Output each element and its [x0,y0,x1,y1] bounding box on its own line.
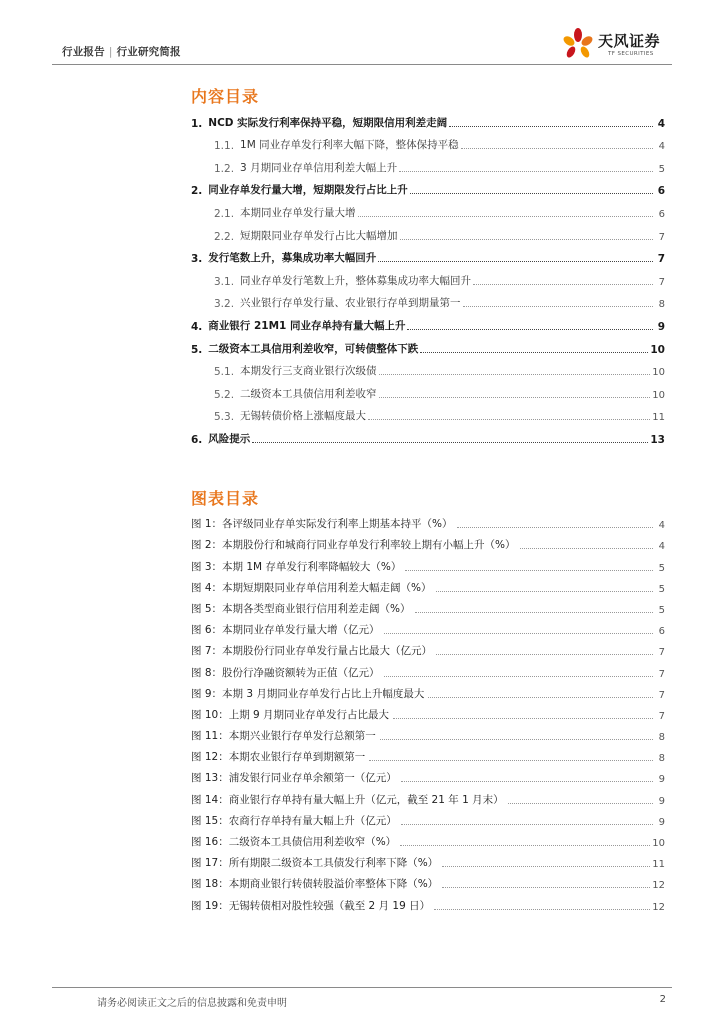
dot-leader [410,193,653,194]
figure-entry-title: 图 16：二级资本工具债信用利差收窄（%） [191,836,397,848]
toc-entry-number: 4. [191,320,203,333]
toc-entry[interactable] [191,356,665,379]
toc-entry-number: 6. [191,433,203,446]
toc-entry-title: 1M 同业存单发行利率大幅下降，整体保持平稳 [240,139,459,152]
dot-leader [442,887,650,888]
toc-entry[interactable] [191,107,665,130]
figure-entry-title: 图 6：本期同业存单发行量大增（亿元） [191,624,380,637]
dot-leader [400,239,653,240]
toc-entry-page: 9 [657,320,665,333]
toc-title: 内容目录 [191,87,260,106]
dot-leader [473,284,653,285]
toc-entry-number: 5.2. [214,388,235,401]
figure-entry-page: 5 [658,583,665,595]
toc-entry-page: 10 [650,343,665,356]
figure-entry-page: 9 [658,795,665,807]
figure-entry[interactable] [191,764,665,785]
toc-entry[interactable] [191,378,665,401]
toc-entry[interactable] [191,401,665,424]
figure-entry-title: 图 7：本期股份行同业存单发行量占比最大（亿元） [191,645,433,658]
toc-entry-number: 2. [191,185,203,198]
figure-entry-title: 图 15：农商行存单持有量大幅上升（亿元） [191,814,397,827]
toc-entry-title: 无锡转债价格上涨幅度最大 [240,410,367,423]
figure-entry-page: 7 [658,710,665,722]
figure-entry[interactable] [191,616,665,637]
figure-entry-title: 图 17：所有期限二级资本工具债发行利率下降（%） [191,857,439,870]
figure-entry[interactable] [191,743,665,764]
table-of-contents [191,107,665,446]
figure-entry-page: 12 [652,901,665,913]
dot-leader [368,419,650,420]
figure-entry-page: 8 [658,753,665,765]
toc-entry-page: 7 [658,231,665,243]
figure-entry[interactable] [191,849,665,870]
dot-leader [358,216,653,217]
toc-entry-number: 1. [191,117,203,130]
dot-leader [420,352,648,353]
figure-entry[interactable] [191,701,665,722]
list-of-figures [191,510,665,913]
figure-entry-page: 9 [658,774,665,786]
figure-entry-page: 5 [658,604,665,616]
figure-entry-page: 8 [658,732,665,744]
figure-entry-title: 图 8：股份行净融资额转为正值（亿元） [191,666,380,679]
dot-leader [457,527,654,528]
figure-entry[interactable] [191,828,665,849]
figure-entry[interactable] [191,595,665,616]
toc-entry-page: 7 [657,253,665,266]
toc-entry[interactable] [191,152,665,175]
dot-leader [379,374,651,375]
toc-entry-title: 二级资本工具信用利差收窄，可转债整体下跌 [208,342,419,355]
figure-entry-title: 图 1：各评级同业存单实际发行利率上期基本持平（%） [191,518,453,531]
toc-entry-number: 3.2. [214,298,235,311]
footer-disclaimer: 请务必阅读正文之后的信息披露和免责申明 [97,998,287,1009]
figure-entry-page: 11 [652,859,665,871]
figure-entry-page: 9 [658,816,665,828]
toc-entry[interactable] [191,333,665,356]
toc-entry-title: 商业银行 21M1 同业存单持有量大幅上升 [208,319,406,332]
toc-entry-number: 1.2. [214,162,235,175]
toc-entry-title: 短期限同业存单发行占比大幅增加 [240,229,398,242]
report-category [62,44,181,59]
figure-entry-page: 7 [658,668,665,680]
figure-entry[interactable] [191,680,665,701]
toc-entry[interactable] [191,288,665,311]
toc-entry-number: 5.3. [214,411,235,424]
toc-entry-page: 11 [652,412,665,424]
dot-leader [400,845,650,846]
figure-entry-title: 图 12：本期农业银行存单到期额第一 [191,751,366,764]
toc-entry-page: 7 [658,276,665,288]
dot-leader [428,697,653,698]
toc-entry-number: 3. [191,253,203,266]
figure-entry[interactable] [191,785,665,806]
figure-entry-title: 图 19：无锡转债相对股性较强（截至 2 月 19 日） [191,899,431,912]
dot-leader [399,171,653,172]
figure-entry-title: 图 14：商业银行存单持有量大幅上升（亿元，截至 21 年 1 月末） [191,793,504,806]
figure-entry-title: 图 10：上期 9 月期同业存单发行占比最大 [191,708,390,721]
dot-leader [436,654,653,655]
figure-entry[interactable] [191,722,665,743]
figure-entry[interactable] [191,637,665,658]
toc-entry-page: 13 [650,433,665,446]
toc-entry[interactable] [191,310,665,333]
toc-entry[interactable] [191,220,665,243]
figure-entry[interactable] [191,574,665,595]
figure-entry-page: 7 [658,689,665,701]
figure-entry-page: 4 [658,520,665,532]
figure-entry[interactable] [191,807,665,828]
toc-entry[interactable] [191,423,665,446]
page-number: 2 [659,994,666,1005]
figure-entry-page: 7 [658,647,665,659]
dot-leader [393,718,653,719]
toc-entry-number: 5. [191,343,203,356]
toc-entry-page: 10 [652,367,665,379]
toc-entry-page: 4 [657,117,665,130]
footer-divider [52,987,672,988]
dot-leader [378,261,653,262]
dot-leader [401,781,653,782]
toc-entry-page: 6 [658,208,665,220]
dot-leader [442,866,650,867]
toc-entry-number: 5.1. [214,366,235,379]
dot-leader [384,676,653,677]
figure-entry[interactable] [191,658,665,679]
header-divider [52,64,672,65]
dot-leader [449,126,653,127]
toc-entry-title: 本期同业存单发行量大增 [240,206,356,219]
header-separator: | [108,46,113,58]
toc-entry-title: 同业存单发行笔数上升，整体募集成功率大幅回升 [240,274,472,287]
toc-entry-title: 兴业银行存单发行量、农业银行存单到期量第一 [240,297,461,310]
figure-entry-title: 图 13：浦发银行同业存单余额第一（亿元） [191,772,397,785]
figure-entry[interactable] [191,531,665,552]
figure-entry[interactable] [191,552,665,573]
toc-entry-title: 同业存单发行量大增，短期限发行占比上升 [208,184,408,197]
figure-entry-title: 图 4：本期短期限同业存单信用利差大幅走阔（%） [191,581,432,594]
figure-entry-title: 图 11：本期兴业银行存单发行总额第一 [191,730,376,743]
toc-entry[interactable] [191,130,665,153]
figure-entry[interactable] [191,891,665,912]
toc-entry-page: 4 [658,141,665,153]
toc-entry-number: 1.1. [214,140,235,153]
dot-leader [415,612,654,613]
figure-entry-page: 10 [652,838,665,849]
toc-entry[interactable] [191,243,665,266]
toc-entry-title: 风险提示 [208,432,251,445]
figure-entry-title: 图 3：本期 1M 存单发行利率降幅较大（%） [191,560,402,573]
toc-entry[interactable] [191,175,665,198]
figure-entry-page: 6 [658,626,665,638]
page-header [62,24,672,64]
toc-entry-page: 8 [658,299,665,311]
toc-entry-page: 5 [658,163,665,175]
toc-entry-number: 2.2. [214,230,235,243]
dot-leader [520,548,654,549]
dot-leader [379,397,651,398]
logo-english-name: TF SECURITIES [608,51,654,57]
figure-entry-page: 5 [658,562,665,574]
toc-entry-title: 本期发行三支商业银行次级债 [240,365,377,378]
toc-entry-title: 二级资本工具债信用利差收窄 [240,387,377,400]
dot-leader [461,148,653,149]
figure-entry[interactable] [191,510,665,531]
report-subtype: 行业研究简报 [116,46,181,58]
figure-entry-title: 图 2：本期股份行和城商行同业存单发行利率较上期有小幅上升（%） [191,539,516,552]
toc-entry[interactable] [191,197,665,220]
figure-entry-page: 4 [658,541,665,553]
dot-leader [369,760,653,761]
report-type: 行业报告 [62,46,105,58]
dot-leader [384,633,653,634]
flower-logo-icon [560,26,596,62]
company-logo [560,24,672,64]
toc-entry-title: 发行笔数上升，募集成功率大幅回升 [208,252,377,265]
dot-leader [463,306,653,307]
dot-leader [252,442,648,443]
toc-entry-page: 10 [652,389,665,401]
dot-leader [434,909,650,910]
figure-entry-title: 图 5：本期各类型商业银行信用利差走阔（%） [191,602,411,615]
figures-title: 图表目录 [191,489,260,508]
dot-leader [508,803,653,804]
toc-entry-page: 6 [657,185,665,198]
dot-leader [405,570,653,571]
figure-entry-title: 图 9：本期 3 月期同业存单发行占比上升幅度最大 [191,687,425,700]
figure-entry-title: 图 18：本期商业银行转债转股溢价率整体下降（%） [191,878,439,891]
toc-entry-number: 3.1. [214,275,235,288]
logo-chinese-name: 天风证券 [598,32,661,50]
toc-entry-number: 2.1. [214,207,235,220]
dot-leader [407,329,653,330]
dot-leader [436,591,654,592]
toc-entry-title: NCD 实际发行利率保持平稳，短期限信用利差走阔 [208,116,448,129]
figure-entry[interactable] [191,870,665,891]
dot-leader [380,739,653,740]
figure-entry-page: 12 [652,880,665,892]
toc-entry-title: 3 月期同业存单信用利差大幅上升 [240,161,398,174]
toc-entry[interactable] [191,265,665,288]
dot-leader [401,824,653,825]
